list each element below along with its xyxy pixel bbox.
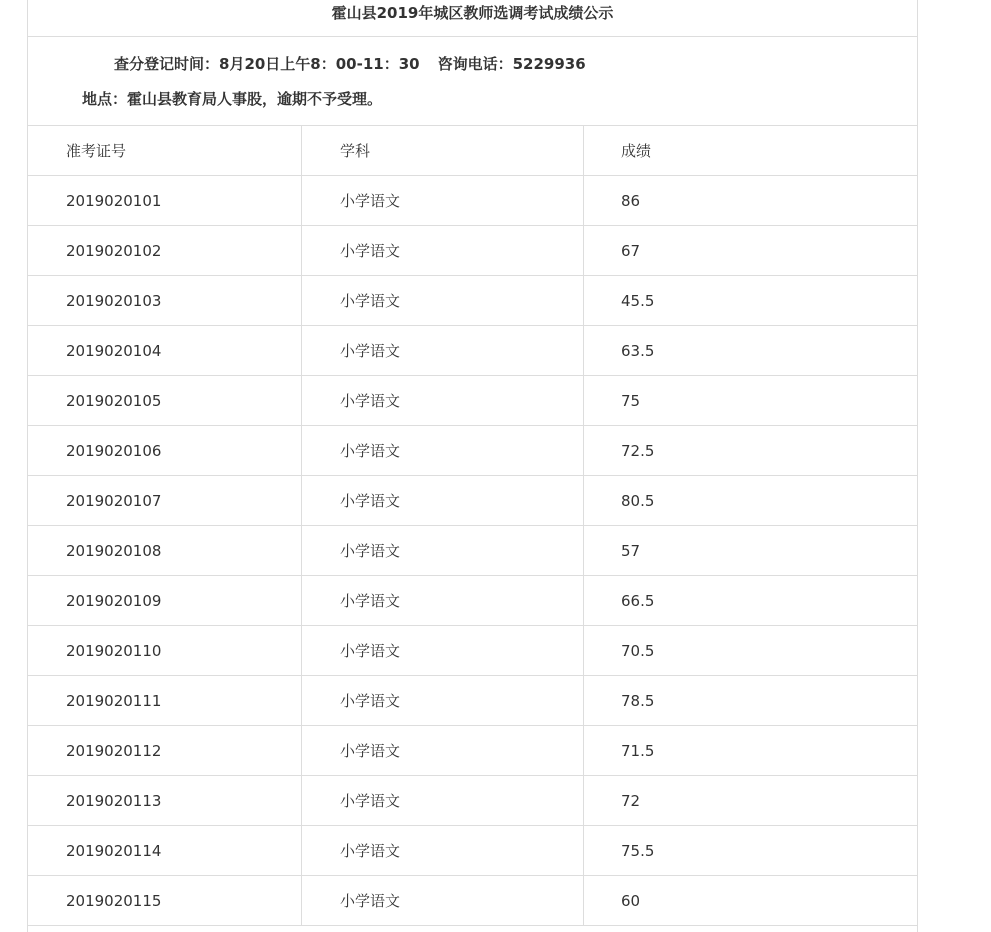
score-cell: 70.5	[621, 642, 655, 660]
exam-number-cell: 2019020105	[28, 376, 302, 425]
subject-cell: 小学语文	[302, 326, 584, 375]
header-subject: 学科	[302, 126, 584, 175]
score-cell: 75.5	[621, 842, 655, 860]
subject-cell: 小学语文	[302, 826, 584, 875]
exam-number-cell: 2019020104	[28, 326, 302, 375]
score-cell: 60	[621, 892, 641, 910]
page-title: 霍山县2019年城区教师选调考试成绩公示	[331, 4, 614, 22]
table-row	[28, 776, 917, 826]
subject-cell: 小学语文	[302, 626, 584, 675]
table-row	[28, 326, 917, 376]
notice-row	[28, 36, 917, 126]
score-cell: 80.5	[621, 492, 655, 510]
score-cell: 45.5	[621, 292, 655, 310]
table-row	[28, 826, 917, 876]
subject-cell: 小学语文	[302, 526, 584, 575]
header-score: 成绩	[621, 142, 652, 160]
exam-number-cell: 2019020101	[28, 176, 302, 225]
subject-cell: 小学语文	[302, 776, 584, 825]
score-cell: 67	[621, 242, 641, 260]
subject-cell: 小学语文	[302, 576, 584, 625]
subject-cell: 小学语文	[302, 476, 584, 525]
score-cell: 78.5	[621, 692, 655, 710]
phone-text: 咨询电话：5229936	[437, 55, 586, 73]
location-text: 地点：霍山县教育局人事股，逾期不予受理。	[82, 90, 383, 108]
score-cell: 72.5	[621, 442, 655, 460]
table-row	[28, 876, 917, 926]
table-row	[28, 376, 917, 426]
header-exam-number: 准考证号	[28, 126, 302, 175]
table-row	[28, 726, 917, 776]
score-table-frame	[27, 0, 918, 932]
subject-cell: 小学语文	[302, 676, 584, 725]
query-time-text: 查分登记时间：8月20日上午8：00-11：30	[114, 55, 420, 73]
exam-number-cell: 2019020103	[28, 276, 302, 325]
table-row	[28, 526, 917, 576]
exam-number-cell: 2019020108	[28, 526, 302, 575]
exam-number-cell: 2019020112	[28, 726, 302, 775]
table-row	[28, 576, 917, 626]
subject-cell: 小学语文	[302, 726, 584, 775]
table-row	[28, 276, 917, 326]
notice-line-1	[114, 53, 586, 75]
score-cell: 57	[621, 542, 641, 560]
table-row	[28, 176, 917, 226]
title-row	[28, 0, 917, 37]
exam-number-cell: 2019020111	[28, 676, 302, 725]
exam-number-cell: 2019020106	[28, 426, 302, 475]
exam-number-cell: 2019020109	[28, 576, 302, 625]
exam-number-cell: 2019020113	[28, 776, 302, 825]
score-cell: 71.5	[621, 742, 655, 760]
subject-cell: 小学语文	[302, 376, 584, 425]
subject-cell: 小学语文	[302, 426, 584, 475]
score-table	[28, 126, 917, 926]
subject-cell: 小学语文	[302, 176, 584, 225]
subject-cell: 小学语文	[302, 226, 584, 275]
table-row	[28, 626, 917, 676]
exam-number-cell: 2019020102	[28, 226, 302, 275]
table-row	[28, 676, 917, 726]
table-header-row	[28, 126, 917, 176]
subject-cell: 小学语文	[302, 876, 584, 925]
score-cell: 72	[621, 792, 641, 810]
exam-number-cell: 2019020107	[28, 476, 302, 525]
exam-number-cell: 2019020110	[28, 626, 302, 675]
table-row	[28, 226, 917, 276]
subject-cell: 小学语文	[302, 276, 584, 325]
score-cell: 86	[621, 192, 641, 210]
score-cell: 63.5	[621, 342, 655, 360]
score-cell: 75	[621, 392, 641, 410]
exam-number-cell: 2019020115	[28, 876, 302, 925]
table-row	[28, 426, 917, 476]
table-row	[28, 476, 917, 526]
exam-number-cell: 2019020114	[28, 826, 302, 875]
score-cell: 66.5	[621, 592, 655, 610]
